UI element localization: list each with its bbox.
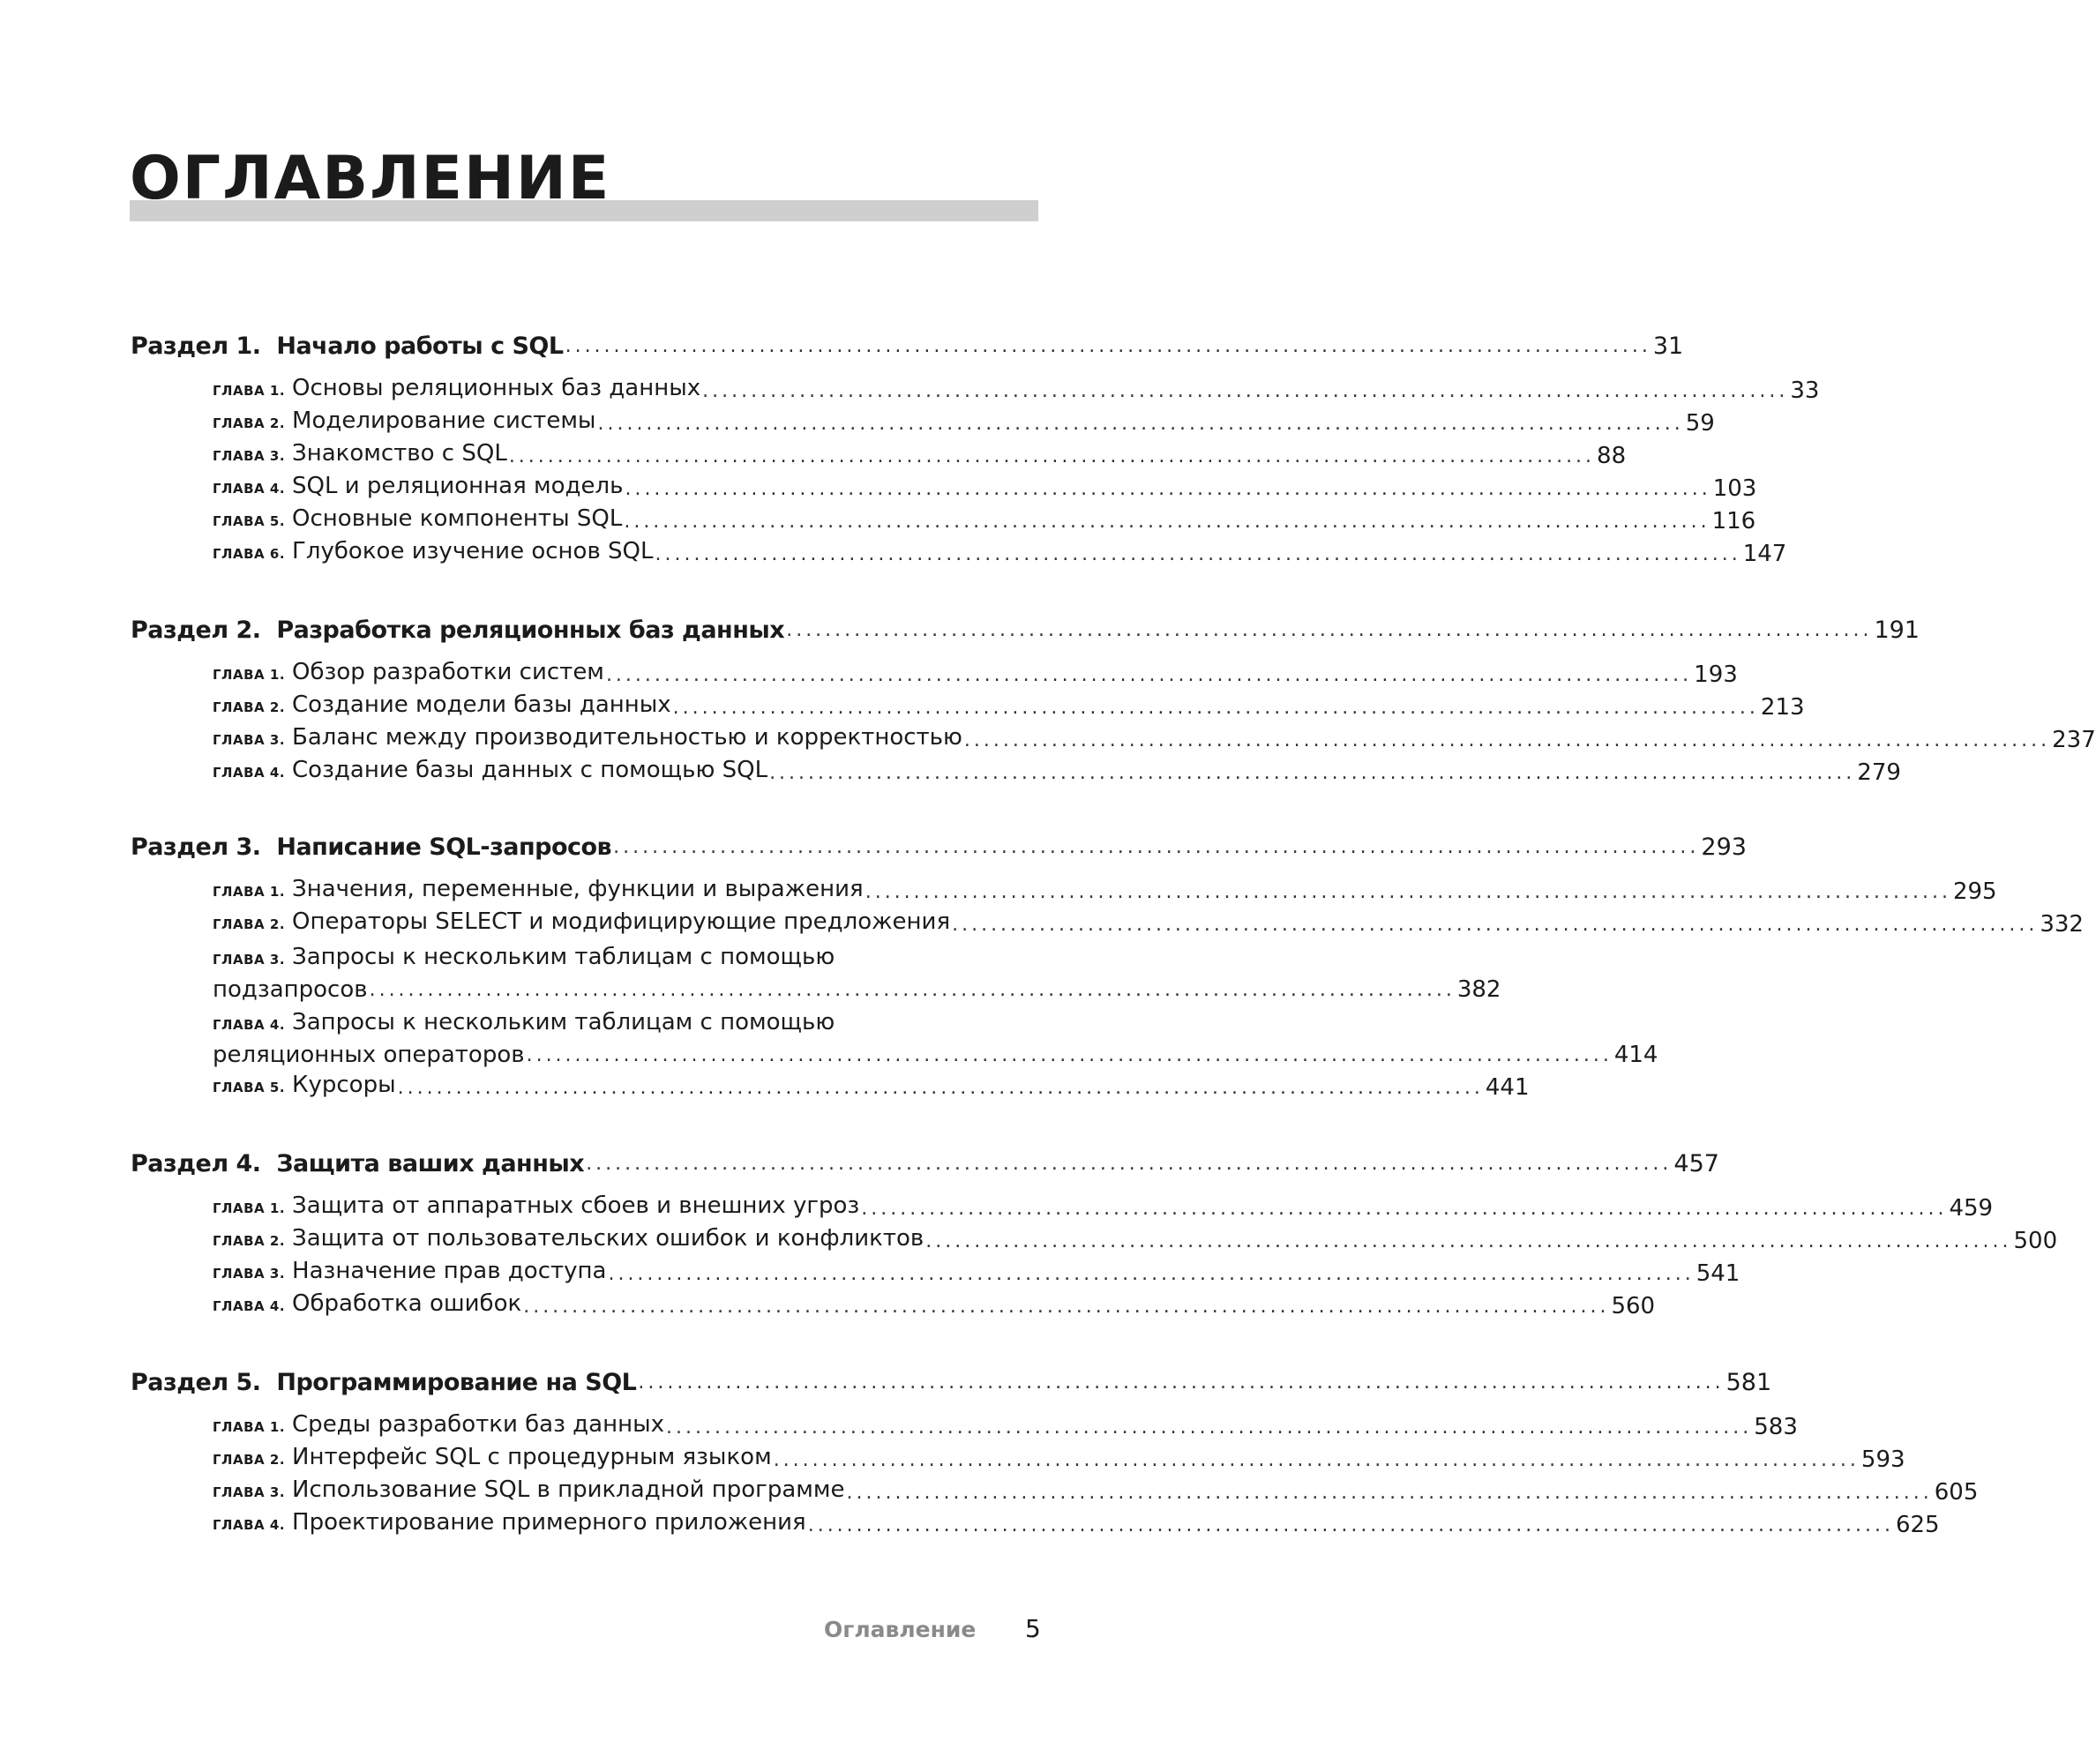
chapter-list: [213, 375, 1820, 571]
dot-leader: ................................................................................................................: [846, 1482, 1933, 1504]
chapter-label: ГЛАВА 1.: [213, 1419, 286, 1435]
chapter-page-number: 625: [1895, 1512, 1940, 1538]
chapter-page-number: 583: [1754, 1414, 1798, 1440]
page-title: ОГЛАВЛЕНИЕ: [130, 144, 611, 213]
chapter-entry[interactable]: [213, 1258, 1740, 1290]
chapter-label: ГЛАВА 3.: [213, 1266, 286, 1282]
chapter-title: Использование SQL в прикладной программе: [292, 1476, 845, 1503]
chapter-entry[interactable]: [213, 1192, 1994, 1225]
chapter-entry[interactable]: [213, 505, 1756, 538]
dot-leader: ................................................................................................................: [963, 729, 2051, 751]
chapter-title: Значения, переменные, функции и выражения: [292, 876, 864, 902]
section-entry[interactable]: [131, 325, 1684, 368]
chapter-label: ГЛАВА 4.: [213, 765, 286, 781]
dot-leader: ................................................................................................................: [508, 445, 1596, 467]
dot-leader: ................................................................................................................: [865, 881, 1951, 903]
chapter-page-number: 33: [1790, 377, 1820, 404]
chapter-label: ГЛАВА 5.: [213, 513, 286, 529]
chapter-page-number: 279: [1857, 759, 1901, 786]
chapter-title: Запросы к нескольким таблицам с помощью: [292, 1009, 835, 1035]
chapter-label: ГЛАВА 4.: [213, 481, 286, 497]
chapter-title: Операторы SELECT и модифицирующие предложения: [292, 908, 951, 935]
dot-leader: ................................................................................................................: [655, 543, 1741, 565]
section-page-number: 31: [1652, 333, 1684, 360]
dot-leader: ................................................................................................................: [624, 511, 1710, 533]
chapter-entry[interactable]: [213, 473, 1757, 505]
chapter-title: Глубокое изучение основ SQL: [292, 538, 654, 564]
chapter-page-number: 59: [1685, 410, 1715, 437]
chapter-page-number: 441: [1485, 1074, 1530, 1101]
chapter-entry[interactable]: [213, 876, 1997, 908]
chapter-title: Создание базы данных с помощью SQL: [292, 757, 768, 783]
chapter-entry[interactable]: [213, 1006, 1658, 1072]
dot-leader: ................................................................................................................: [608, 1263, 1695, 1285]
chapter-title: Назначение прав доступа: [292, 1258, 607, 1284]
chapter-label: ГЛАВА 1.: [213, 884, 286, 900]
chapter-entry[interactable]: [213, 538, 1787, 571]
chapter-entry[interactable]: [213, 1225, 2058, 1258]
chapter-entry[interactable]: [213, 1509, 1940, 1542]
chapter-entry[interactable]: [213, 375, 1820, 407]
section-heading: Раздел 1. Начало работы с SQL: [131, 333, 564, 360]
chapter-title: Баланс между производительностью и корректностью: [292, 724, 962, 751]
toc-section-5: [131, 1362, 1979, 1542]
dot-leader: ................................................................................................................: [861, 1198, 1948, 1220]
chapter-page-number: 88: [1597, 443, 1627, 469]
chapter-label: ГЛАВА 2.: [213, 699, 286, 715]
section-heading: Раздел 4. Защита ваших данных: [131, 1150, 585, 1177]
chapter-entry[interactable]: [213, 659, 1738, 691]
chapter-entry[interactable]: [213, 1072, 1530, 1104]
chapter-label: ГЛАВА 2.: [213, 415, 286, 431]
chapter-label: ГЛАВА 6.: [213, 546, 286, 562]
dot-leader: ................................................................................................................: [597, 413, 1684, 435]
chapter-title: Создание модели базы данных: [292, 691, 671, 718]
chapter-page-number: 116: [1711, 508, 1756, 534]
chapter-label: ГЛАВА 3.: [213, 732, 286, 748]
section-entry[interactable]: [131, 826, 1747, 869]
chapter-page-number: 295: [1952, 878, 1997, 905]
chapter-entry[interactable]: [213, 691, 1805, 724]
chapter-title: Интерфейс SQL с процедурным языком: [292, 1444, 772, 1470]
section-page-number: 457: [1673, 1150, 1719, 1177]
toc-section-1: [131, 325, 1820, 571]
chapter-label: ГЛАВА 2.: [213, 1233, 286, 1249]
chapter-list: [213, 876, 2084, 1104]
chapter-title-continued: реляционных операторов: [213, 1042, 525, 1068]
chapter-page-number: 459: [1949, 1195, 1994, 1222]
dot-leader: ................................................................................................................: [605, 664, 1693, 686]
chapter-entry[interactable]: [213, 1290, 1656, 1323]
chapter-title: Среды разработки баз данных: [292, 1411, 664, 1438]
chapter-label: ГЛАВА 1.: [213, 383, 286, 399]
chapter-label: ГЛАВА 2.: [213, 916, 286, 932]
toc-section-2: [131, 609, 2096, 789]
chapter-entry[interactable]: [213, 724, 2096, 757]
chapter-page-number: 193: [1694, 662, 1738, 688]
chapter-label: ГЛАВА 4.: [213, 1017, 286, 1033]
chapter-list: [213, 1411, 1979, 1542]
chapter-label: ГЛАВА 4.: [213, 1517, 286, 1533]
chapter-label: ГЛАВА 4.: [213, 1298, 286, 1314]
dot-leader: ................................................................................................................: [397, 1077, 1484, 1099]
chapter-page-number: 414: [1613, 1042, 1658, 1068]
chapter-label: ГЛАВА 3.: [213, 952, 286, 968]
chapter-page-number: 560: [1611, 1293, 1656, 1319]
chapter-entry[interactable]: [213, 941, 1501, 1006]
chapter-page-number: 541: [1696, 1260, 1740, 1287]
toc-section-3: [131, 826, 2084, 1104]
toc-section-4: [131, 1143, 2058, 1323]
chapter-title: Защита от аппаратных сбоев и внешних угроз: [292, 1192, 860, 1219]
chapter-title: Защита от пользовательских ошибок и конфликтов: [292, 1225, 924, 1252]
chapter-entry[interactable]: [213, 908, 2084, 941]
chapter-label: ГЛАВА 3.: [213, 448, 286, 464]
page-number: 5: [1025, 1614, 1041, 1643]
chapter-entry[interactable]: [213, 1476, 1979, 1509]
chapter-label: ГЛАВА 2.: [213, 1452, 286, 1468]
chapter-entry[interactable]: [213, 440, 1627, 473]
dot-leader: ................................................................................................................: [625, 478, 1711, 500]
chapter-title: SQL и реляционная модель: [292, 473, 624, 499]
chapter-entry[interactable]: [213, 407, 1715, 440]
chapter-page-number: 593: [1860, 1446, 1905, 1473]
dot-leader: ................................................................................................................: [702, 380, 1789, 402]
section-entry[interactable]: [131, 609, 1920, 652]
chapter-list: [213, 1192, 2058, 1323]
chapter-page-number: 382: [1456, 976, 1501, 1003]
dot-leader: ................................................................................................................: [526, 1044, 1613, 1066]
chapter-page-number: 147: [1742, 541, 1787, 567]
chapter-list: [213, 659, 2096, 789]
chapter-label: ГЛАВА 1.: [213, 1200, 286, 1216]
chapter-title: Обзор разработки систем: [292, 659, 604, 685]
chapter-title-continued: подзапросов: [213, 976, 368, 1003]
dot-leader: ................................................................................................................: [773, 1449, 1860, 1471]
chapter-entry[interactable]: [213, 757, 1901, 789]
chapter-title: Основные компоненты SQL: [292, 505, 623, 532]
chapter-page-number: 500: [2013, 1228, 2058, 1254]
chapter-title: Обработка ошибок: [292, 1290, 522, 1317]
chapter-title: Проектирование примерного приложения: [292, 1509, 806, 1536]
chapter-page-number: 103: [1712, 475, 1757, 502]
chapter-page-number: 237: [2052, 727, 2096, 753]
section-page-number: 581: [1725, 1369, 1772, 1396]
dot-leader: ................................................................................................................: [666, 1416, 1753, 1439]
dot-leader: ................................................................................................................: [565, 335, 1651, 357]
chapter-title: Курсоры: [292, 1072, 396, 1098]
running-footer-label: Оглавление: [824, 1617, 977, 1642]
chapter-title: Основы реляционных баз данных: [292, 375, 701, 401]
chapter-page-number: 213: [1760, 694, 1805, 721]
dot-leader: ................................................................................................................: [925, 1230, 2012, 1252]
dot-leader: ................................................................................................................: [369, 979, 1456, 1001]
chapter-label: ГЛАВА 3.: [213, 1484, 286, 1500]
chapter-entry[interactable]: [213, 1411, 1798, 1444]
section-page-number: 191: [1874, 617, 1920, 644]
dot-leader: ................................................................................................................: [769, 762, 1856, 784]
dot-leader: ................................................................................................................: [786, 619, 1873, 641]
dot-leader: ................................................................................................................: [586, 1153, 1673, 1175]
dot-leader: ................................................................................................................: [523, 1296, 1610, 1318]
chapter-page-number: 332: [2040, 911, 2084, 938]
chapter-title: Запросы к нескольким таблицам с помощью: [292, 944, 835, 970]
dot-leader: ................................................................................................................: [672, 697, 1759, 719]
section-entry[interactable]: [131, 1362, 1772, 1404]
dot-leader: ................................................................................................................: [613, 836, 1700, 858]
section-entry[interactable]: [131, 1143, 1719, 1185]
chapter-page-number: 605: [1934, 1479, 1979, 1506]
chapter-label: ГЛАВА 5.: [213, 1080, 286, 1095]
dot-leader: ................................................................................................................: [807, 1514, 1894, 1536]
section-page-number: 293: [1701, 833, 1747, 861]
dot-leader: ................................................................................................................: [952, 914, 2039, 936]
section-heading: Раздел 2. Разработка реляционных баз данных: [131, 617, 785, 644]
dot-leader: ................................................................................................................: [638, 1372, 1725, 1394]
chapter-title: Моделирование системы: [292, 407, 596, 434]
chapter-label: ГЛАВА 1.: [213, 667, 286, 683]
chapter-entry[interactable]: [213, 1444, 1905, 1476]
section-heading: Раздел 5. Программирование на SQL: [131, 1369, 637, 1396]
section-heading: Раздел 3. Написание SQL-запросов: [131, 833, 612, 861]
chapter-title: Знакомство с SQL: [292, 440, 507, 467]
